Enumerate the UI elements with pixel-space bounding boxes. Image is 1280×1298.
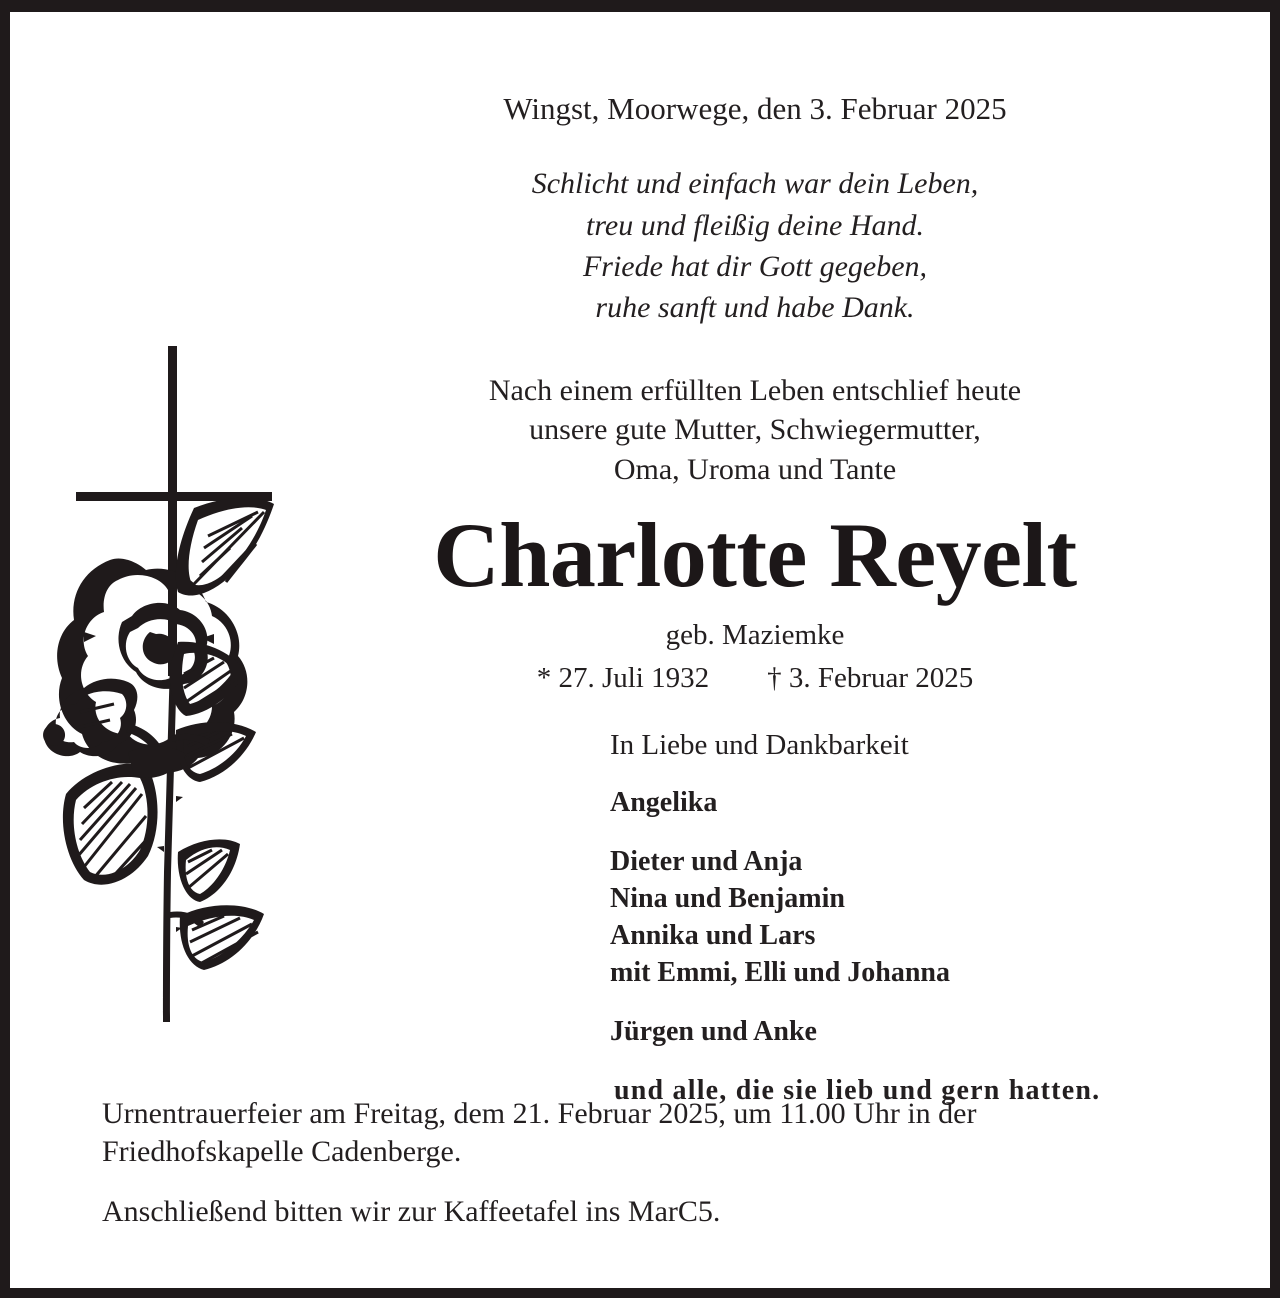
family-line: Annika und Lars — [610, 920, 816, 951]
family-group-3 — [610, 1014, 1230, 1051]
gratitude-line: In Liebe und Dankbarkeit — [610, 728, 909, 761]
memorial-verse — [10, 163, 1270, 329]
verse-line-2: treu und fleißig deine Hand. — [586, 208, 924, 242]
deceased-name: Charlotte Reyelt — [433, 503, 1077, 606]
family-group-2 — [610, 844, 1230, 992]
family-line: Jürgen und Anke — [610, 1015, 817, 1047]
family-group-1 — [610, 785, 1230, 822]
family-line: Nina und Benjamin — [610, 883, 845, 915]
maiden-name: geb. Maziemke — [665, 618, 845, 651]
verse-line-1: Schlicht und einfach war dein Leben, — [531, 167, 979, 201]
closing-line: und alle, die sie lieb und gern hatten. — [614, 1074, 1101, 1106]
service-details — [102, 1095, 1202, 1231]
reception-info — [102, 1193, 1202, 1231]
verse-line-4: ruhe sanft und habe Dank. — [595, 291, 915, 325]
announcement-line-3: Oma, Uroma und Tante — [613, 452, 897, 486]
notice-page — [10, 12, 1270, 1288]
place-and-date: Wingst, Moorwege, den 3. Februar 2025 — [503, 91, 1007, 126]
birth-death-dates: * 27. Juli 1932 † 3. Februar 2025 — [536, 661, 974, 694]
announcement-line-1: Nach einem erfüllten Leben entschlief heute — [488, 373, 1022, 407]
service-line-2: Friedhofskapelle Cadenberge. — [102, 1135, 462, 1169]
family-line: Dieter und Anja — [610, 846, 803, 878]
family-line: Angelika — [610, 787, 718, 819]
funeral-service-info — [102, 1095, 1202, 1171]
service-line-1: Urnentrauerfeier am Freitag, dem 21. Februar 2025, um 11.00 Uhr in der — [102, 1097, 977, 1130]
reception-line-1: Anschließend bitten wir zur Kaffeetafel ins MarC5. — [102, 1195, 721, 1229]
family-line: mit Emmi, Elli und Johanna — [610, 956, 950, 988]
family-block — [10, 727, 1270, 1107]
announcement-text — [10, 371, 1270, 490]
verse-line-3: Friede hat dir Gott gegeben, — [582, 249, 928, 283]
announcement-line-2: unsere gute Mutter, Schwiegermutter, — [529, 413, 981, 447]
notice-content — [10, 12, 1270, 1107]
